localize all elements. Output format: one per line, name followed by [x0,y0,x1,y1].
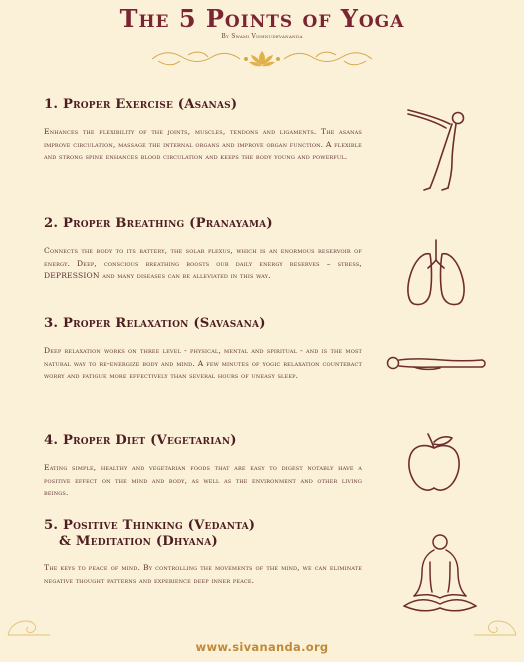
lying-figure-icon [384,352,488,376]
section-body: The keys to peace of mind. By controlling the movements of the mind, we can eliminate negative thought patterns and experience deep inner peace. [44,563,362,585]
yoga-pose-icon [400,104,472,192]
section-heading-continued: & Meditation (Dhyana) [59,534,218,549]
section-heading: 2. Proper Breathing (Pranayama) [44,216,273,231]
section-heading: 4. Proper Diet (Vegetarian) [44,433,237,448]
section-body: Eating simple, healthy and vegetarian foods that are easy to digest notably have a positive effect on the mind and body, as well as the environment and other living beings. [44,463,362,497]
section-relaxation [44,316,362,383]
section-body: Deep relaxation works on three level - physical, mental and spiritual - and is the most natural way to re-energize body and mind. A few minutes of yogic relaxation counteract worry and fatigue more effectively than several hours of uneasy sleep. [44,346,362,380]
corner-flourish-left-icon [4,615,54,637]
lungs-icon [404,238,468,310]
section-heading: 3. Proper Relaxation (Savasana) [44,316,266,331]
lotus-ornament-icon [148,48,376,70]
section-breathing [44,216,362,283]
page-title: The 5 Points of Yoga [119,4,405,33]
byline: By Swami Vishnudevananda [221,33,303,40]
section-body: Connects the body to its battery, the solar plexus, which is an enormous reservoir of energy. Deep, conscious breathing boosts our daily energy reserves – stress, DEPRESSION and many diseases can be alleviated in this way. [44,246,362,280]
meditation-icon [400,532,480,618]
corner-flourish-right-icon [470,615,520,637]
section-heading: 5. Positive Thinking (Vedanta) [44,518,256,533]
apple-icon [406,432,462,494]
section-body: Enhances the flexibility of the joints, muscles, tendons and ligaments. The asanas improve circulation, massage the internal organs and improve organ function. A flexible and strong spine enhances blood circulation and keeps the body young and powerful. [44,127,362,161]
section-exercise [44,97,362,164]
section-heading: 1. Proper Exercise (Asanas) [44,97,238,112]
section-thinking [44,518,362,587]
section-diet [44,433,362,500]
website-link[interactable]: www.sivananda.org [195,640,329,654]
